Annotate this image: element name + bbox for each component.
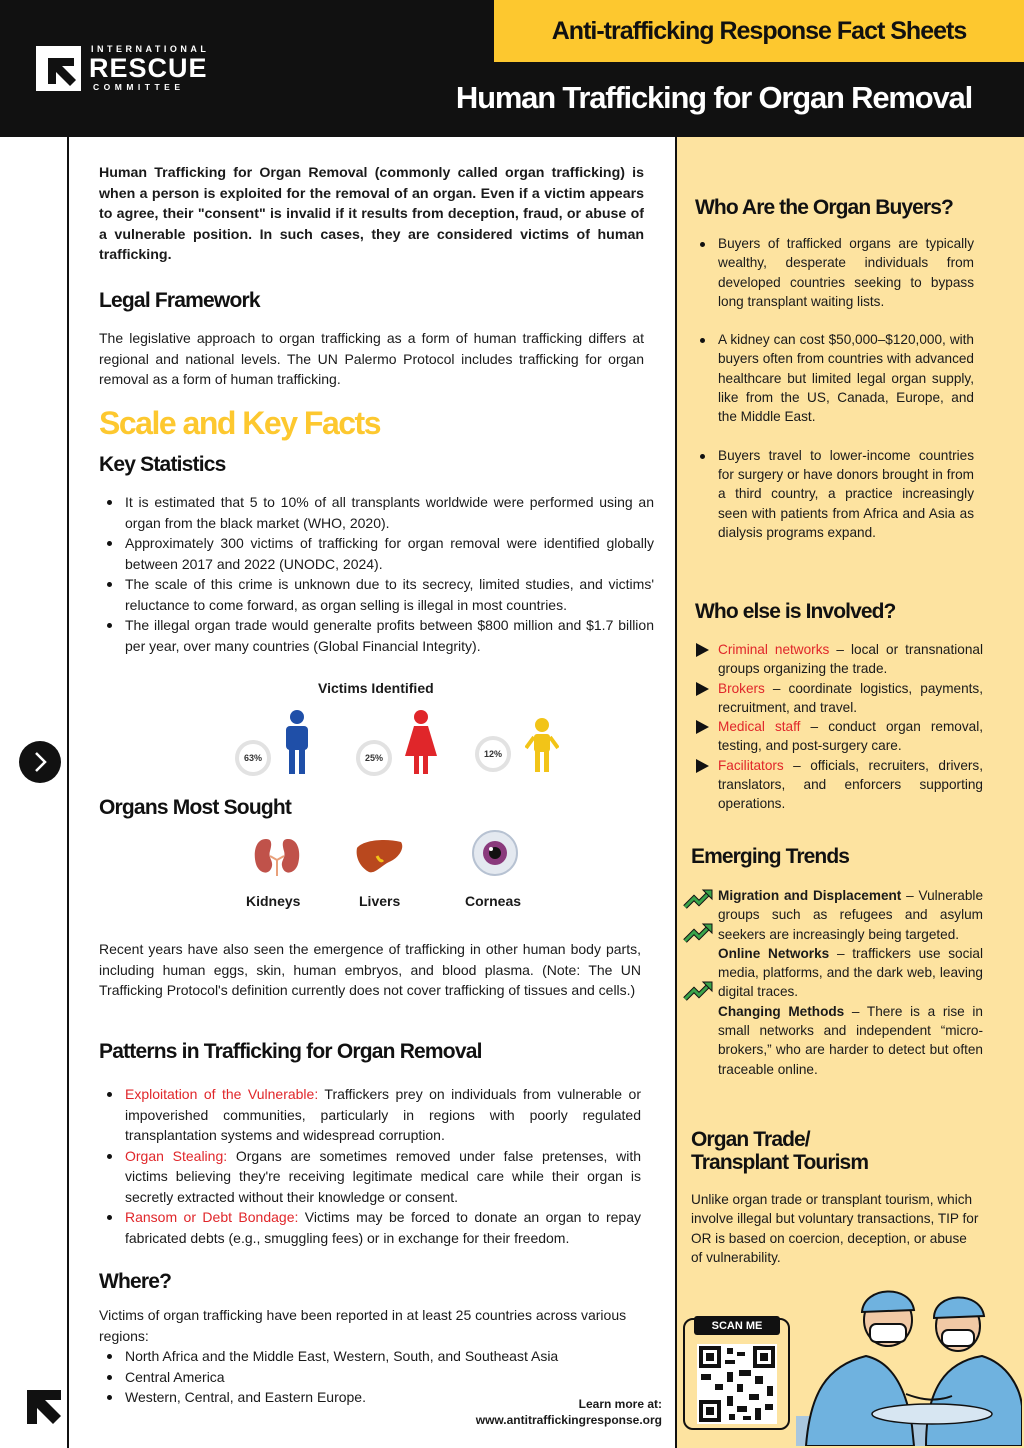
involved-text: – coordinate logistics, payments, recruitment, and travel. bbox=[718, 680, 983, 715]
logo-line2: RESCUE bbox=[89, 53, 208, 83]
pattern-label: Ransom or Debt Bondage: bbox=[125, 1209, 299, 1225]
surgeons-illustration bbox=[796, 1276, 1022, 1446]
trends-list bbox=[718, 886, 983, 1079]
scale-heading: Scale and Key Facts bbox=[99, 405, 380, 441]
list-item bbox=[718, 679, 983, 718]
irc-logo-mark bbox=[36, 46, 81, 91]
scan-me-label: SCAN ME bbox=[694, 1316, 780, 1335]
pattern-text: Traffickers prey on individuals from vulnerable or impoverished communities, particularly in regions with poorly regulated transplantation systems and widespread corruption. bbox=[125, 1086, 641, 1143]
where-heading: Where? bbox=[99, 1270, 172, 1293]
next-page-button[interactable] bbox=[19, 741, 61, 783]
victims-children-percent: 12% bbox=[475, 736, 511, 772]
involved-text: – conduct organ removal, testing, and post-surgery care. bbox=[718, 719, 984, 754]
patterns-heading: Patterns in Trafficking for Organ Removal bbox=[99, 1040, 482, 1063]
trend-up-icon bbox=[683, 980, 713, 1002]
buyers-heading: Who Are the Organ Buyers? bbox=[695, 196, 953, 219]
list-item bbox=[718, 756, 983, 814]
buyers-list bbox=[692, 234, 974, 542]
logo-line3: COMMITTEE bbox=[93, 82, 185, 92]
trend-text: – traffickers use social media, platforms, and the dark web, leaving digital traces. bbox=[718, 945, 984, 1000]
series-title: Anti-trafficking Response Fact Sheets bbox=[551, 16, 967, 45]
trend-up-icon bbox=[683, 888, 713, 910]
list-item: It is estimated that 5 to 10% of all transplants worldwide were performed using an organ from the black market (WHO, 2020). bbox=[99, 492, 654, 533]
tourism-heading bbox=[691, 1128, 868, 1174]
woman-icon bbox=[404, 710, 438, 774]
series-banner bbox=[494, 0, 1024, 62]
child-icon bbox=[525, 718, 559, 772]
trend-up-icon bbox=[683, 922, 713, 944]
victims-women-percent: 25% bbox=[356, 740, 392, 776]
organ-label-livers: Livers bbox=[359, 893, 401, 909]
involved-label: Brokers bbox=[718, 680, 765, 696]
organs-heading: Organs Most Sought bbox=[99, 796, 292, 819]
involved-text: – local or transnational groups organizing the trade. bbox=[718, 642, 983, 677]
pattern-text: Organs are sometimes removed under false pretenses, with victims believing they're receiving legitimate medical care while their organ is secretly extracted without their knowledge or consent. bbox=[125, 1147, 641, 1205]
chevron-right-icon bbox=[32, 751, 48, 773]
victims-men-percent: 63% bbox=[235, 740, 271, 776]
irc-logo bbox=[36, 44, 211, 94]
arrow-icon bbox=[696, 682, 709, 696]
list-item: Buyers of trafficked organs are typically wealthy, desperate individuals from developed countries seeking to bypass long transplant waiting lists. bbox=[692, 234, 974, 311]
list-item: A kidney can cost $50,000–$120,000, with buyers often from countries with advanced healthcare but limited legal organ supply, like from the US, Canada, Europe, and the Middle East. bbox=[692, 330, 974, 426]
header bbox=[0, 0, 1024, 137]
pattern-text: Victims may be forced to donate an organ to repay fabricated debts (e.g., smuggling fees) or in exchange for their freedom. bbox=[125, 1209, 641, 1246]
trend-label: Online Networks bbox=[718, 945, 830, 961]
list-item: North Africa and the Middle East, Western, South, and Southeast Asia bbox=[99, 1346, 619, 1367]
kidneys-icon bbox=[252, 836, 302, 878]
trend-label: Migration and Displacement bbox=[718, 888, 902, 903]
pattern-label: Organ Stealing: bbox=[125, 1147, 228, 1164]
involved-text: – officials, recruiters, drivers, translators, and enforcers supporting operations. bbox=[718, 757, 983, 812]
list-item: Buyers travel to lower-income countries for surgery or have donors brought in from a third country, a practice increasingly seen with patients from Africa and Asia as dialysis programs expand. bbox=[692, 446, 974, 542]
trend-text: – Vulnerable groups such as refugees and asylum seekers are increasingly being targeted. bbox=[718, 888, 984, 942]
trend-label: Changing Methods bbox=[718, 1003, 845, 1019]
qr-code-icon bbox=[697, 1344, 777, 1424]
page-title: Human Trafficking for Organ Removal bbox=[455, 80, 972, 115]
legal-heading: Legal Framework bbox=[99, 289, 260, 312]
trend-text: – There is a rise in small networks and independent “micro-brokers,” who are harder to detect but often traceable online. bbox=[718, 1003, 983, 1077]
tourism-heading-line2: Transplant Tourism bbox=[691, 1151, 869, 1174]
involved-label: Medical staff bbox=[718, 719, 801, 735]
learn-more bbox=[440, 1396, 662, 1428]
tourism-text: Unlike organ trade or transplant tourism, which involve illegal but voluntary transactions, TIP for OR is based on coercion, deception, or abuse of vulnerability. bbox=[691, 1192, 979, 1265]
logo-line1: INTERNATIONAL bbox=[91, 44, 210, 54]
learn-more-label: Learn more at: bbox=[578, 1397, 662, 1411]
cornea-icon bbox=[472, 830, 518, 876]
arrow-icon bbox=[696, 759, 709, 773]
list-item bbox=[718, 886, 983, 944]
list-item bbox=[718, 640, 983, 679]
list-item: Central America bbox=[99, 1367, 619, 1388]
list-item bbox=[718, 717, 983, 756]
man-icon bbox=[283, 710, 311, 774]
victims-title: Victims Identified bbox=[318, 680, 434, 696]
website-link[interactable]: www.antitraffickingresponse.org bbox=[475, 1413, 662, 1427]
list-item bbox=[718, 1002, 983, 1079]
tourism-heading-line1: Organ Trade/ bbox=[691, 1128, 810, 1151]
trends-heading: Emerging Trends bbox=[691, 845, 850, 868]
irc-mark-icon bbox=[27, 1390, 61, 1424]
where-text: Victims of organ trafficking have been reported in at least 25 countries across various regions: bbox=[99, 1307, 627, 1344]
list-item: Western, Central, and Eastern Europe. bbox=[99, 1387, 619, 1408]
legal-text: The legislative approach to organ trafficking as a form of human trafficking differs at regional and national levels. The UN Palermo Protocol includes trafficking for organ removal as a form of human trafficking. bbox=[99, 330, 644, 387]
pattern-label: Exploitation of the Vulnerable: bbox=[125, 1086, 319, 1102]
organ-label-kidneys: Kidneys bbox=[246, 893, 301, 909]
involved-list bbox=[718, 640, 983, 814]
organ-label-corneas: Corneas bbox=[465, 893, 522, 909]
key-stats-list bbox=[99, 492, 654, 656]
arrow-icon bbox=[696, 720, 709, 734]
liver-icon bbox=[355, 838, 405, 876]
organs-note: Recent years have also seen the emergence of trafficking in other human body parts, including human eggs, skin, human embryos, and blood plasma. (Note: The UN Trafficking Protocol's definition currently does not cover trafficking of tissues and cells.) bbox=[99, 941, 641, 998]
list-item bbox=[99, 1207, 641, 1248]
arrow-icon bbox=[696, 643, 709, 657]
involved-label: Criminal networks bbox=[718, 642, 830, 657]
list-item bbox=[99, 1146, 641, 1208]
key-stats-heading: Key Statistics bbox=[99, 453, 226, 476]
list-item: The illegal organ trade would generalte profits between $800 million and $1.7 billion per year, over many countries (Global Financial Integrity). bbox=[99, 615, 654, 656]
involved-label: Facilitators bbox=[718, 757, 784, 773]
intro-paragraph: Human Trafficking for Organ Removal (commonly called organ trafficking) is when a person is exploited for the removal of an organ. Even if a victim appears to agree, their "consent" is invalid if it results from deception, fraud, or abuse of a vulnerable position. In such cases, they are considered victims of human trafficking. bbox=[99, 165, 644, 263]
patterns-list bbox=[99, 1084, 641, 1248]
list-item: The scale of this crime is unknown due to its secrecy, limited studies, and victims' reluctance to come forward, as organ selling is illegal in most countries. bbox=[99, 574, 654, 615]
involved-heading: Who else is Involved? bbox=[695, 600, 896, 623]
list-item bbox=[99, 1084, 641, 1146]
list-item bbox=[718, 944, 983, 1002]
left-rule bbox=[67, 137, 69, 1448]
list-item: Approximately 300 victims of trafficking for organ removal were identified globally between 2017 and 2022 (UNODC, 2024). bbox=[99, 533, 654, 574]
